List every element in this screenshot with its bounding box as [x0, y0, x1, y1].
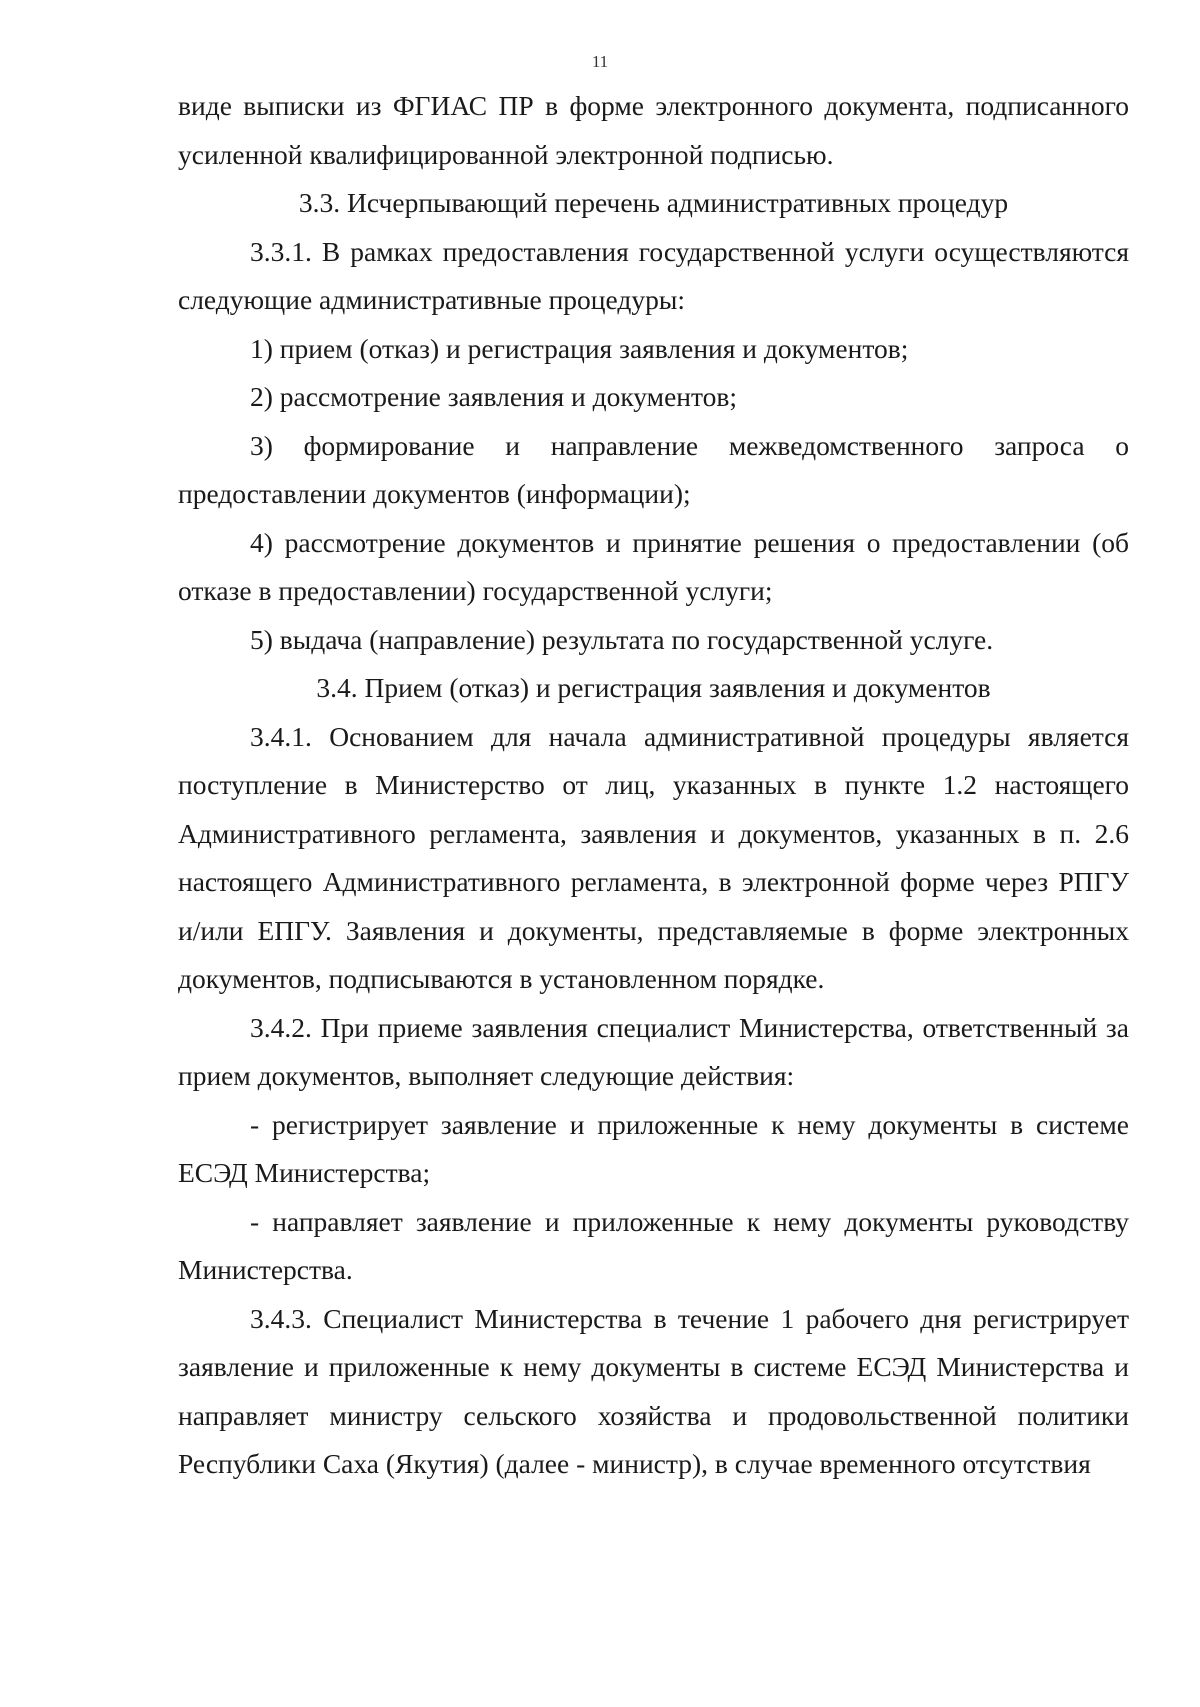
document-body: [178, 82, 1129, 1489]
section-heading-3-4: 3.4. Прием (отказ) и регистрация заявления и документов: [316, 672, 991, 703]
paragraph-continuation: виде выписки из ФГИАС ПР в форме электронного документа, подписанного усиленной квалифицированной электронной подписью.: [178, 90, 1129, 170]
paragraph-3-4-3: 3.4.3. Специалист Министерства в течение 1 рабочего дня регистрирует заявление и приложенные к нему документы в системе ЕСЭД Министерства и направляет министру сельского хозяйства и продовольственной политики Республики Саха (Якутия) (далее - министр), в случае временного отсутствия: [178, 1302, 1129, 1479]
page-number: 11: [591, 52, 609, 71]
list-item-1: 1) прием (отказ) и регистрация заявления и документов;: [250, 332, 909, 364]
list-item-2: 2) рассмотрение заявления и документов;: [250, 381, 738, 412]
action-item-send: - направляет заявление и приложенные к нему документы руководству Министерства.: [178, 1205, 1129, 1285]
list-item-4: 4) рассмотрение документов и принятие решения о предоставлении (об отказе в предоставлении) государственной услуги;: [178, 526, 1129, 606]
action-item-register: - регистрирует заявление и приложенные к нему документы в системе ЕСЭД Министерства;: [178, 1108, 1129, 1188]
list-item-5: 5) выдача (направление) результата по государственной услуге.: [250, 623, 994, 655]
paragraph-3-4-1: 3.4.1. Основанием для начала административной процедуры является поступление в Министерство от лиц, указанных в пункте 1.2 настоящего Административного регламента, заявления и документов, указанных в п. 2.6 настоящего Административного регламента, в электронной форме через РПГУ и/или ЕПГУ. Заявления и документы, представляемые в форме электронных документов, подписываются в установленном порядке.: [178, 720, 1129, 994]
paragraph-3-4-2: 3.4.2. При приеме заявления специалист Министерства, ответственный за прием документов, выполняет следующие действия:: [178, 1011, 1129, 1091]
list-item-3: 3) формирование и направление межведомственного запроса о предоставлении документов (информации);: [178, 429, 1129, 509]
paragraph-3-3-1: 3.3.1. В рамках предоставления государственной услуги осуществляются следующие административные процедуры:: [178, 235, 1129, 315]
section-heading-3-3: 3.3. Исчерпывающий перечень административных процедур: [298, 187, 1009, 218]
